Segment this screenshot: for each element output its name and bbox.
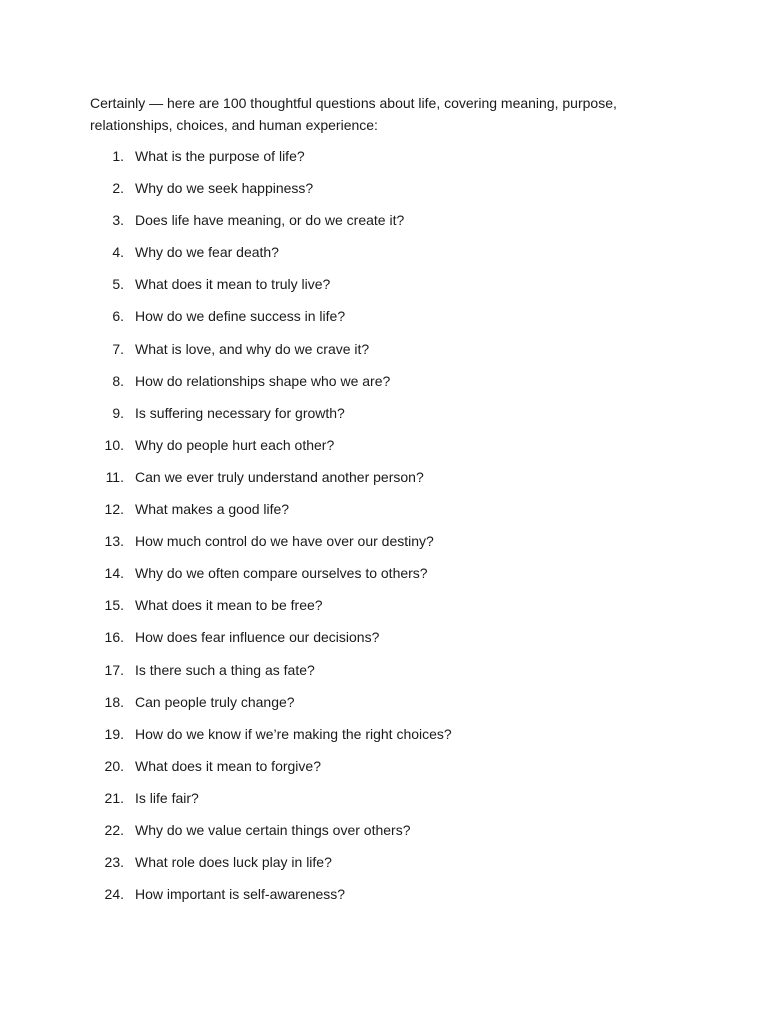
list-item-number: 11. [105, 468, 124, 485]
list-item-number: 23. [104, 854, 124, 871]
list-item-text: Can people truly change? [135, 693, 295, 710]
list-item-text: What does it mean to be free? [135, 597, 323, 614]
list-item-number: 20. [104, 757, 124, 774]
list-item-number: 24. [104, 886, 124, 903]
list-item [0, 209, 768, 241]
list-item-text: What role does luck play in life? [135, 854, 332, 871]
list-item [0, 755, 768, 787]
list-item-number: 8. [112, 372, 124, 389]
list-item-text: How does fear influence our decisions? [135, 629, 380, 646]
list-item [0, 659, 768, 691]
list-item-number: 10. [104, 436, 124, 453]
list-item-number: 3. [112, 212, 124, 229]
list-item-number: 5. [112, 276, 124, 293]
list-item [0, 434, 768, 466]
list-item-number: 21. [104, 789, 124, 806]
list-item [0, 241, 768, 273]
question-list [0, 145, 768, 915]
list-item [0, 466, 768, 498]
list-item [0, 819, 768, 851]
list-item-text: Is there such a thing as fate? [135, 661, 315, 678]
list-item [0, 691, 768, 723]
list-item-number: 1. [112, 148, 124, 164]
list-item-number: 9. [112, 404, 124, 421]
list-item-number: 7. [112, 340, 124, 357]
list-item-number: 6. [112, 308, 124, 325]
list-item-text: What does it mean to truly live? [135, 276, 331, 293]
list-item-text: Why do we fear death? [135, 244, 279, 261]
list-item-text: How do relationships shape who we are? [135, 372, 391, 389]
list-item-number: 22. [104, 821, 124, 838]
list-item-text: How important is self-awareness? [135, 886, 346, 903]
list-item-number: 13. [104, 533, 124, 550]
list-item-text: How much control do we have over our destiny? [135, 533, 434, 550]
list-item-number: 2. [112, 180, 124, 197]
list-item [0, 594, 768, 626]
list-item-text: Why do we seek happiness? [135, 180, 314, 197]
list-item-number: 17. [104, 661, 124, 678]
list-item [0, 273, 768, 305]
list-item [0, 787, 768, 819]
list-item-number: 4. [112, 244, 124, 261]
list-item-text: How do we define success in life? [135, 308, 346, 325]
list-item-number: 14. [104, 565, 124, 582]
list-item-text: How do we know if we’re making the right choices? [135, 725, 452, 742]
list-item [0, 145, 768, 177]
list-item-text: Why do we often compare ourselves to others? [135, 565, 428, 582]
list-item-text: Is suffering necessary for growth? [135, 404, 345, 421]
list-item [0, 498, 768, 530]
list-item [0, 723, 768, 755]
list-item [0, 562, 768, 594]
list-item-text: Does life have meaning, or do we create it? [135, 212, 405, 229]
list-item [0, 338, 768, 370]
list-item [0, 177, 768, 209]
list-item [0, 626, 768, 658]
list-item-text: What does it mean to forgive? [135, 757, 321, 774]
list-item [0, 530, 768, 562]
list-item-number: 12. [104, 501, 124, 518]
list-item [0, 402, 768, 434]
list-item-text: What is love, and why do we crave it? [135, 340, 370, 357]
list-item-text: What makes a good life? [135, 501, 290, 518]
list-item-text: Why do we value certain things over others? [135, 821, 411, 838]
list-item-number: 18. [104, 693, 124, 710]
list-item [0, 305, 768, 337]
list-item-text: Is life fair? [135, 789, 199, 806]
list-item [0, 370, 768, 402]
list-item-number: 16. [104, 629, 124, 646]
list-item-text: Can we ever truly understand another person? [135, 468, 424, 485]
intro-paragraph: Certainly — here are 100 thoughtful questions about life, covering meaning, purpose, relationships, choices, and human experience: [90, 95, 617, 133]
list-item [0, 851, 768, 883]
list-item-number: 15. [104, 597, 124, 614]
list-item [0, 883, 768, 915]
list-item-text: Why do people hurt each other? [135, 436, 335, 453]
list-item-text: What is the purpose of life? [135, 148, 305, 164]
list-item-number: 19. [104, 725, 124, 742]
